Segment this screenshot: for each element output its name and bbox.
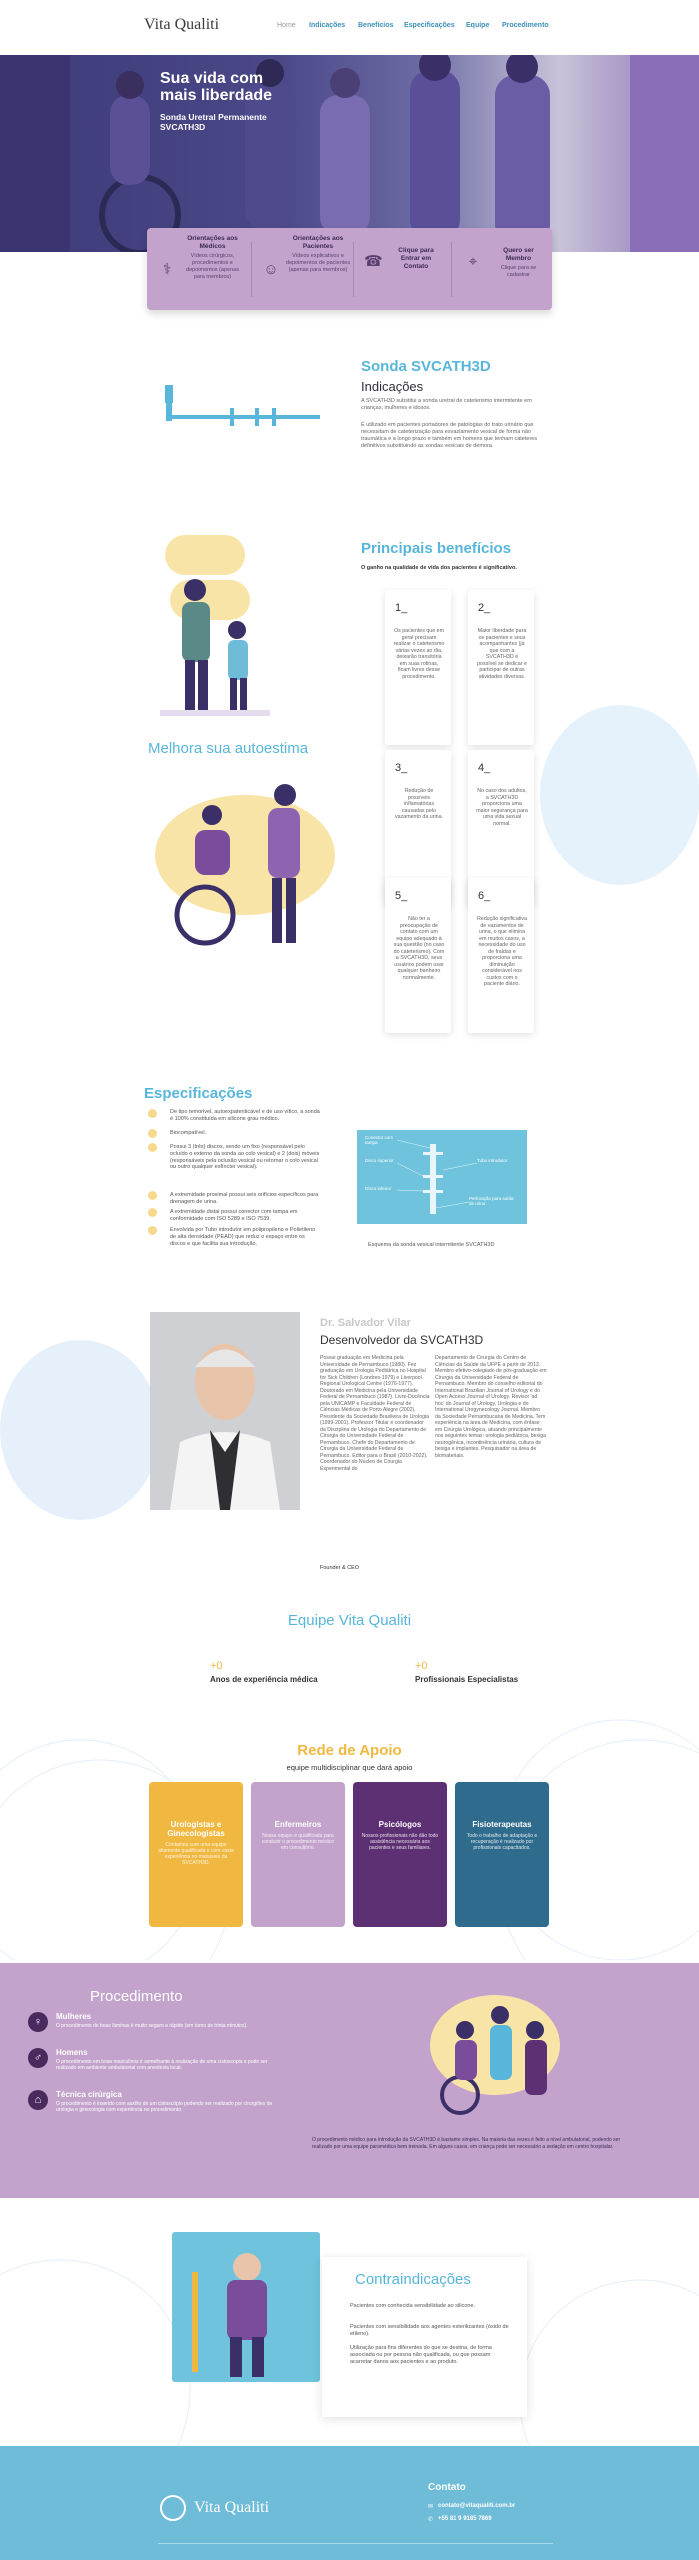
- specs-title: Especificações: [144, 1085, 253, 1102]
- indications-subtitle: Indicações: [361, 379, 424, 394]
- procedure-note: O procedimento médico para introdução da SVCATH3D é bastante simples. Na maioria das vezes é feito a nível ambulatorial, podendo ser realizado por uma equipe paramédica bem treinada. Em alguns casos, em criança pode ser necessário a sedação em centro hospitalar.: [312, 2137, 621, 2150]
- card-title: Quero ser Membro: [503, 247, 534, 262]
- card-medicos[interactable]: [150, 235, 250, 305]
- card-contato[interactable]: [356, 247, 456, 317]
- support-card-physiotherapists: [455, 1782, 549, 1927]
- footer-divider: [158, 2543, 553, 2544]
- footer-phone[interactable]: +55 81 9 9185 7869: [438, 2516, 492, 2522]
- bullet-dot: [148, 1143, 157, 1152]
- decor-arcs: [0, 1700, 699, 1960]
- bullet-dot: [148, 1191, 157, 1200]
- procedure-item-men: [28, 2048, 268, 2078]
- doctor-icon: ⚕: [162, 261, 172, 278]
- card-title: Orientações aos Médicos: [187, 235, 238, 250]
- card-membro[interactable]: [456, 247, 556, 317]
- divider: [251, 242, 252, 297]
- site-header: [0, 0, 699, 55]
- mail-icon: ✉: [428, 2504, 434, 2510]
- nav-especificacoes[interactable]: Especificações: [404, 22, 455, 29]
- developer-bio-col1: Possui graduação em Medicina pela Universidade de Pernambuco (1980). Fez graduação em Urologia Pediátrica no Hospital for Sick Children (Londres-1979) e Liverpool Regional Urological Centre (1976-1977). Doutorado em Medicina pela Universidade Federal de Pernambuco (1987). Livre-Docência pela UNICAMP e Faculdade Federal de Ciências Médicas de Porto Alegre (2002). Presidente da Sociedade Brasileira de Urologia (1999-2001). Professor Titular e coordenador da Disciplina de Urologia do Departamento de Cirurgia do Universidade Federal de Pernambuco. Chefe do Departamento de Cirurgia da Universidade Federal de Pernambuco. Editor para o Brasil (2010-2022). Coordenador do Núcleo de Cirurgia Experimental do: [320, 1355, 430, 1472]
- procedure-illustration: [420, 1990, 570, 2120]
- card-title: Enfermeiros: [274, 1820, 322, 1829]
- item-title: Técnica cirúrgica: [56, 2090, 122, 2099]
- procedure-title: Procedimento: [90, 1988, 183, 2005]
- stat-label-specialists: Profissionais Especialistas: [415, 1675, 519, 1684]
- divider: [353, 242, 354, 297]
- contra-title: Contraindicações: [355, 2271, 471, 2288]
- contra-item-2: Pacientes com sensibilidade aos agentes esterilizantes (óxido de etileno).: [350, 2324, 509, 2337]
- logo[interactable]: Vita Qualiti: [144, 16, 220, 33]
- diagram-label-1: Conector com tampa: [365, 1135, 394, 1145]
- developer-name: Dr. Salvador Vilar: [320, 1317, 411, 1329]
- benefit-card-1: 1_ Os pacientes que em geral precisam realizar o cateterismo várias vezes ao dia, deixarão transitória em suas rotinas, ficam livres desse procedimento.: [385, 590, 451, 745]
- card-desc: Vídeos cirúrgicos, procedimentos e depoimentos (apenas para membros): [186, 253, 239, 280]
- bullet-dot: [148, 1129, 157, 1138]
- decor-circle: [0, 1340, 160, 1520]
- spec-item-4: A extremidade proximal possui seis orifícios específicos para drenagem de urina.: [170, 1192, 319, 1205]
- catheter-illustration: [160, 380, 330, 430]
- card-title: Psicólogos: [378, 1820, 422, 1829]
- developer-footer: Founder & CEO: [320, 1565, 360, 1571]
- developer-role: Desenvolvedor da SVCATH3D: [320, 1333, 484, 1347]
- spec-item-5: A extremidade distal possui conector com tampa em conformidade com ISO 5289 e ISO 7539.: [170, 1209, 298, 1222]
- benefit-card-5: 5_ Não ter a preocupação de contato com um equipo adequado à sua questão (no caso do cateterismo). Com a SVCATH3D, seus usuários podem usar qualquer banheiro normalmente.: [385, 878, 451, 1033]
- nav-procedimento[interactable]: Procedimento: [502, 22, 549, 29]
- footer-logo-icon: [160, 2495, 186, 2521]
- spec-item-6: Envolvida por Tubo introdutor em polipropileno e Polietileno de alta densidade (PEAD) que reduz o espaço entre os discos e que facilita sua introdução.: [170, 1227, 316, 1247]
- item-title: Homens: [56, 2048, 88, 2057]
- card-title: Clique para Entrar em Contato: [398, 247, 434, 270]
- support-card-nurses: [251, 1782, 345, 1927]
- contra-item-1: Pacientes com conhecida sensibilidade ao silicone.: [350, 2303, 476, 2309]
- stat-value-specialists: +0: [415, 1660, 428, 1672]
- procedure-item-technique: [28, 2090, 273, 2125]
- footer-logo[interactable]: Vita Qualiti: [194, 2499, 270, 2516]
- phone-icon: ✆: [428, 2517, 434, 2523]
- diagram-label-3: Tubo introdutor: [477, 1158, 508, 1163]
- benefits-subtitle: O ganho na qualidade de vida dos pacientes é significativo.: [361, 565, 517, 571]
- stat-label-years: Anos de experiência médica: [210, 1675, 318, 1684]
- divider: [451, 242, 452, 297]
- developer-bio-col2: Departamento de Cirurgia do Centro de Ciências da Saúde da UFPE a partir de 2013. Membro efetivo-colegiado de pós-graduação em Cirurgia da Universidade Federal de Pernambuco. Membro do conselho editorial do International Brazilian Journal of Urology e do Open Access Journal of Urology. Revisor 'ad hoc' do Journal of Urology, Urologia e do International Urogynecology Journal. Membro da Sociedade Pernambucana de Medicina. Tem experiência na área de Medicina, com ênfase em Cirurgia Urológica, atuando principalmente nos seguintes temas: urologia pediátrica, bexiga neurogênica, incontinência urinária, cultura de bexiga e implantes. Pesquisador na área de biomateriais.: [435, 1355, 547, 1459]
- decor-circle: [540, 705, 699, 885]
- developer-photo: [150, 1312, 300, 1510]
- card-desc: Vídeos explicativos e depoimentos de pacientes (apenas para membros): [285, 253, 351, 273]
- team-title: Equipe Vita Qualiti: [287, 1612, 412, 1629]
- indications-text-2: É utilizado em pacientes portadores de patologias do trato urinário que necessitam de cateterização para esvaziamento vesical de forma não traumática e a longo prazo e também em homens que tenham cateteres definitivos substituindo as sondas vesicais de demora.: [361, 422, 538, 449]
- diagram-label-5: Perfuração para saída de urina: [469, 1196, 514, 1206]
- card-desc: Nossos profissionais não dão todo assistência necessária aos pacientes e seus familiares.: [361, 1833, 439, 1851]
- card-desc: Contamos com uma equipe altamente qualificada e com vasta experiência no manuseio da SVCATH3D.: [158, 1842, 234, 1866]
- card-title: Orientações aos Pacientes: [292, 235, 344, 250]
- phone-icon: ☎: [364, 253, 383, 270]
- bullet-dot: [148, 1226, 157, 1235]
- specs-diagram: [357, 1130, 527, 1224]
- location-icon: ⌖: [468, 253, 478, 270]
- item-desc: O procedimento de boas lâminas é muito seguro e rápido (em torno de trinta minutos).: [56, 2023, 248, 2029]
- portrait-image: [150, 1312, 300, 1510]
- bullet-dot: [148, 1109, 157, 1118]
- indications-text-1: A SVCATH3D substitui a sonda uretral de cateterismo intermitente em crianças, mulheres e idosos.: [361, 398, 532, 411]
- nav-indicacoes[interactable]: Indicações: [309, 22, 346, 29]
- female-icon: ♀: [28, 2012, 48, 2032]
- contra-image: [172, 2232, 320, 2382]
- spec-item-2: Biocompatível.: [170, 1130, 207, 1136]
- nav-home[interactable]: Home: [277, 22, 296, 29]
- stat-value-years: +0: [210, 1660, 223, 1672]
- specs-caption: Esquema da sonda vesical intermitente SVCATH3D: [368, 1242, 495, 1248]
- diagram-label-2: Disco superior: [365, 1158, 394, 1163]
- diagram-label-4: Disco inferior: [365, 1186, 392, 1191]
- bullet-dot: [148, 1208, 157, 1217]
- benefits-illustration-top: [140, 530, 290, 730]
- spec-item-3: Possui 3 (três) discos, sendo um fixo (responsável pelo ocluído o externo da sonda ao colo vesical) e 2 (dois) móveis (responsáveis pela oclusão vesical ou retornar o colo vesical ou outro qualquer esfíncter vesical).: [170, 1144, 320, 1171]
- procedure-item-women: [28, 2012, 253, 2038]
- item-desc: O procedimento em boas masculinos é semelhante à realização de uma cistoscopia e pode ser realizado em ambiente ambulatorial com anestesia local.: [56, 2059, 268, 2071]
- male-icon: ♂: [28, 2048, 48, 2068]
- spec-item-1: De tipo temorivel, autoexpatenticável e de uso vítico, a sonda é 100% constituída em silicone grau médico.: [170, 1109, 320, 1122]
- hero-banner: [0, 55, 699, 252]
- support-title: Rede de Apoio: [297, 1742, 402, 1759]
- item-title: Mulheres: [56, 2012, 92, 2021]
- support-card-psychologists: [353, 1782, 447, 1927]
- item-desc: O procedimento é inserido com auxílio de um cistoscópio podendo ser realizado por cirurgiões de urologia e ginecologia com experiência no procedimento.: [56, 2101, 273, 2113]
- benefit-card-6: 6_ Redução significativa de vazamentos de urina, o que elimina em muitos casos, a necessidade do uso de fraldas e proporciona uma diminuição considerável nos custos com o paciente diário.: [468, 878, 534, 1033]
- contra-item-3: Utilização para fins diferentes do que se destina, de forma associada ou por pessoa não qualificada, ou que possam acarretar danos aos pacientes e ao produto.: [350, 2345, 492, 2365]
- hospital-icon: ⌂: [28, 2090, 48, 2110]
- footer-contact-title: Contato: [428, 2482, 466, 2493]
- support-subtitle: equipe multidisciplinar que dará apoio: [286, 1763, 413, 1772]
- benefit-card-2: 2_ Maior liberdade para os pacientes e seus acompanhantes (já que com a SVCATH3D é possível se dedicar e participar de outras atividades diversas.: [468, 590, 534, 745]
- nav-equipe[interactable]: Equipe: [466, 22, 490, 29]
- benefits-illustration-bottom: [150, 780, 350, 950]
- card-title: Urologistas e Ginecologistas: [167, 1820, 225, 1838]
- card-pacientes[interactable]: [254, 235, 354, 305]
- patients-icon: ☺: [263, 261, 279, 278]
- benefit-card-4: 4_ No caso dos adultos, a SVCATH3D proporciona uma maior segurança para uma vida sexual normal.: [468, 750, 534, 905]
- benefit-card-3: 3_ Redução de possíveis inflamatórias causadas pelo vazamento da urina.: [385, 750, 451, 905]
- hero-title: Sua vida com mais liberdade: [160, 70, 273, 104]
- benefits-title: Principais benefícios: [361, 540, 512, 557]
- support-card-urologists: [149, 1782, 243, 1927]
- contra-illustration: [172, 2232, 320, 2382]
- nav-beneficios[interactable]: Benefícios: [358, 22, 394, 29]
- hero-illustration: [0, 55, 699, 252]
- card-desc: Clique para se cadastrar: [500, 265, 537, 278]
- card-desc: Todo o trabalho de adaptação e recuperação é realizado por profissionais capacitados.: [466, 1833, 538, 1851]
- footer-email[interactable]: contato@vitaqualiti.com.br: [438, 2503, 516, 2509]
- card-title: Fisioterapeutas: [472, 1820, 532, 1829]
- benefits-side-title: Melhora sua autoestima: [148, 740, 309, 757]
- hero-subtitle: Sonda Uretral Permanente SVCATH3D: [160, 112, 267, 132]
- card-desc: Nossa equipe é qualificada para conduzir o procedimento médico em consultório.: [261, 1833, 335, 1851]
- indications-title: Sonda SVCATH3D: [361, 358, 491, 375]
